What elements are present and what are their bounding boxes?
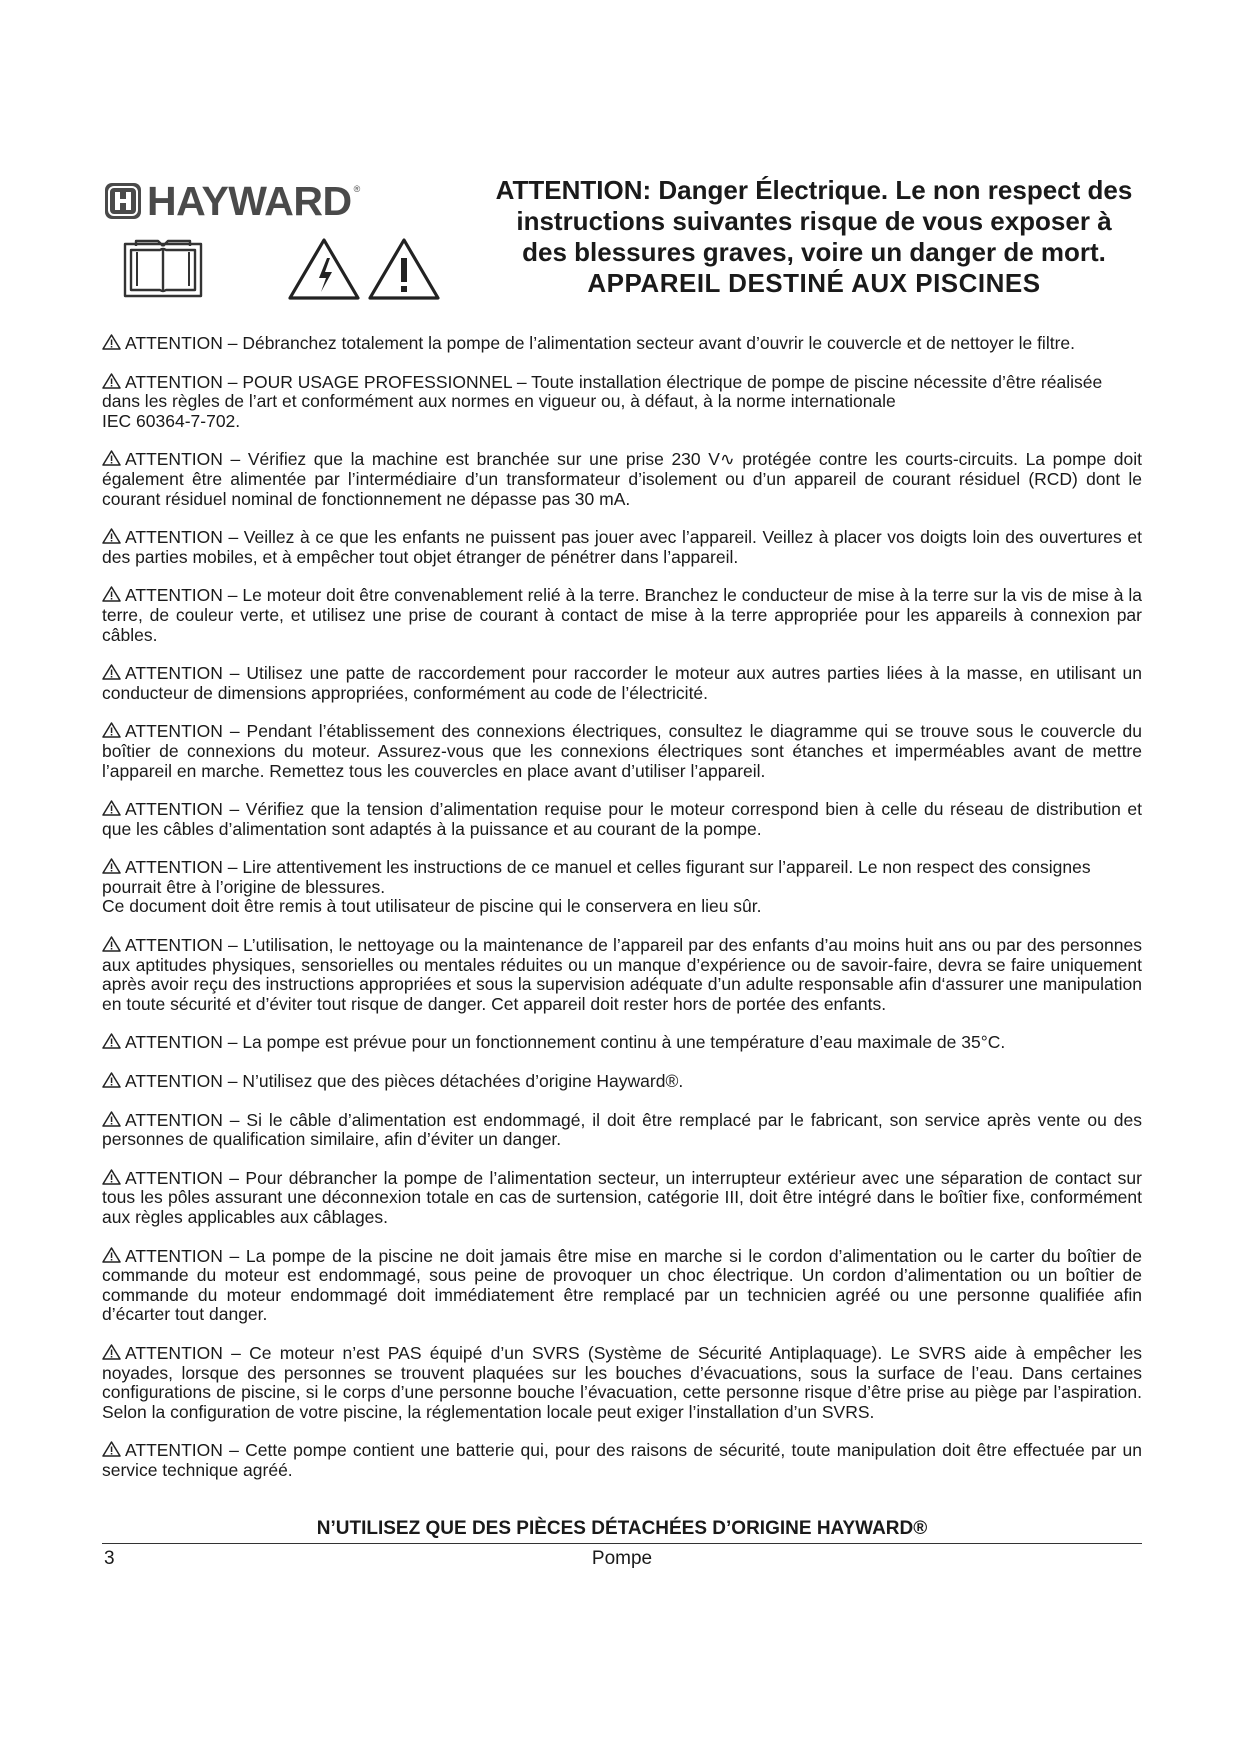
manual-book-icon <box>122 238 204 300</box>
header-line: des blessures graves, voire un danger de mort. <box>522 237 1106 267</box>
warning-text: ATTENTION – L’utilisation, le nettoyage ou la maintenance de l’appareil par des enfants d’au moins huit ans ou par des personnes aux aptitudes physiques, sensorielles ou mentales réduites ou un manque d’expérience ou de savoir-faire, devra se faire uniquement après avoir reçu des instructions appropriées et sous la supervision adéquate d’un adulte responsable afin d‘assurer une manipulation en toute sécurité et d’éviter tout risque de danger. Cet appareil doit rester hors de portée des enfants. <box>102 935 1142 1014</box>
warning-item <box>102 936 1142 1014</box>
warning-item <box>102 1072 1142 1092</box>
warning-item <box>102 1033 1142 1053</box>
warning-triangle-icon <box>102 858 121 874</box>
warning-text: ATTENTION – Le moteur doit être convenablement relié à la terre. Branchez le conducteur de mise à la terre sur la vis de mise à la terre, de couleur verte, et utilisez une prise de courant à contact de mise à la terre appropriée pour les appareils à connexion par câbles. <box>102 585 1142 645</box>
warning-item <box>102 334 1142 354</box>
page-label: Pompe <box>591 1548 653 1569</box>
warning-item <box>102 1441 1142 1480</box>
warning-item <box>102 373 1142 432</box>
header-line: instructions suivantes risque de vous exposer à <box>516 206 1112 236</box>
warning-item <box>102 664 1142 703</box>
warning-item <box>102 1111 1142 1150</box>
warning-triangle-icon <box>102 800 121 816</box>
warning-triangle-icon <box>102 1441 121 1457</box>
hayward-logo <box>104 178 364 224</box>
warning-text: ATTENTION – Pendant l’établissement des connexions électriques, consultez le diagramme qui se trouve sous le couvercle du boîtier de connexions du moteur. Assurez-vous que les connexions électriques sont étanches et imperméables avant de mettre l’appareil en marche. Remettez tous les couvercles en place avant d’utiliser l’appareil. <box>102 721 1142 781</box>
warning-item <box>102 800 1142 839</box>
warning-item <box>102 450 1142 509</box>
warning-text: ATTENTION – Vérifiez que la tension d’alimentation requise pour le moteur correspond bien à celle du réseau de distribution et que les câbles d’alimentation sont adaptés à la puissance et au courant de la pompe. <box>102 799 1142 839</box>
warning-text: ATTENTION – Pour débrancher la pompe de l’alimentation secteur, un interrupteur extérieur avec une séparation de contact sur tous les pôles assurant une déconnexion totale en cas de surtension, catégorie III, doit être intégré dans le boîtier fixe, conformément aux règles applicables aux câblages. <box>102 1167 1142 1227</box>
warning-text: ATTENTION – Lire attentivement les instructions de ce manuel et celles figurant sur l’appareil. Le non respect des consignes pourrait être à l’origine de blessures. <box>102 857 1091 897</box>
footer-note: N’UTILISEZ QUE DES PIÈCES DÉTACHÉES D’ORIGINE HAYWARD® <box>316 1518 928 1539</box>
warning-text: ATTENTION – La pompe de la piscine ne doit jamais être mise en marche si le cordon d’alimentation ou le carter du boîtier de commande du moteur est endommagé, sous peine de provoquer un choc électrique. Un cordon d’alimentation ou un boîtier de commande du moteur endommagé doit immédiatement être remplacé par un technicien agréé ou une personne qualifiée afin d’écarter tout danger. <box>102 1245 1142 1325</box>
hayward-badge-icon <box>104 182 142 220</box>
warning-triangle-icon <box>102 450 121 466</box>
header-subtitle: APPAREIL DESTINÉ AUX PISCINES <box>587 268 1041 298</box>
brand-reg-mark: ® <box>353 184 361 194</box>
warning-item <box>102 858 1142 917</box>
warning-triangle-icon <box>102 1111 121 1127</box>
warning-triangle-icon <box>102 586 121 602</box>
warning-triangle-icon <box>102 936 121 952</box>
warning-text: ATTENTION – Utilisez une patte de raccordement pour raccorder le moteur aux autres parties liées à la masse, en utilisant un conducteur de dimensions appropriées, conformément au code de l’électricité. <box>102 663 1142 703</box>
footer-divider <box>102 1543 1142 1544</box>
warning-triangle-icon <box>102 1169 121 1185</box>
warning-text: ATTENTION – Ce moteur n’est PAS équipé d’un SVRS (Système de Sécurité Antiplaquage). Le SVRS aide à empêcher les noyades, lorsque des personnes se trouvent plaquées sur les bouches d’évacuations, sous la surface de l’eau. Dans certaines configurations de piscine, si le corps d’une personne bouche l’évacuation, cette personne risque d’être prise au piège par l’aspiration. Selon la configuration de votre piscine, la réglementation locale peut exiger l’installation d’un SVRS. <box>102 1342 1142 1422</box>
warning-text: IEC 60364-7-702. <box>102 410 241 431</box>
warning-triangle-icon <box>102 1344 121 1360</box>
header-line: ATTENTION: Danger Électrique. Le non respect des <box>495 175 1133 205</box>
warning-text: ATTENTION – POUR USAGE PROFESSIONNEL – Toute installation électrique de pompe de piscine nécessite d’être réalisée dans les règles de l’art et conformément aux normes en vigueur ou, à défaut, à la norme internationale <box>102 371 1103 412</box>
warning-triangle-icon <box>102 528 121 544</box>
warnings-list <box>102 334 1142 1500</box>
warning-triangle-icon <box>102 664 121 680</box>
warning-text: ATTENTION – Vérifiez que la machine est branchée sur une prise 230 V∿ protégée contre les courts-circuits. La pompe doit également être alimentée par l’intermédiaire d’un transformateur d’isolement ou d’un appareil de courant résiduel (RCD) dont le courant résiduel nominal de fonctionnement ne dépasse pas 30 mA. <box>102 449 1142 509</box>
warning-triangle-icon <box>102 373 121 389</box>
warning-item <box>102 528 1142 567</box>
danger-header <box>476 175 1152 299</box>
warning-text: ATTENTION – Si le câble d’alimentation est endommagé, il doit être remplacé par le fabricant, son service après vente ou des personnes de qualification similaire, afin d’éviter un danger. <box>102 1109 1142 1150</box>
warning-text: Ce document doit être remis à tout utilisateur de piscine qui le conservera en lieu sûr. <box>102 896 762 917</box>
electric-hazard-icon <box>286 236 448 302</box>
warning-text: ATTENTION – Débranchez totalement la pompe de l’alimentation secteur avant d’ouvrir le couvercle et de nettoyer le filtre. <box>125 333 1075 353</box>
warning-text: ATTENTION – N’utilisez que des pièces détachées d’origine Hayward®. <box>125 1071 684 1092</box>
warning-item <box>102 722 1142 781</box>
warning-triangle-icon <box>102 1072 121 1088</box>
warning-triangle-icon <box>102 1033 121 1049</box>
warning-triangle-icon <box>102 1247 121 1263</box>
warning-text: ATTENTION – La pompe est prévue pour un fonctionnement continu à une température d’eau maximale de 35°C. <box>125 1032 1006 1053</box>
page-number: 3 <box>104 1548 115 1569</box>
warning-item <box>102 1247 1142 1325</box>
warning-item <box>102 1344 1142 1422</box>
warning-text: ATTENTION – Veillez à ce que les enfants ne puissent pas jouer avec l’appareil. Veillez à placer vos doigts loin des ouvertures et des parties mobiles, et à empêcher tout objet étranger de pénétrer dans l’appareil. <box>102 527 1142 567</box>
warning-item <box>102 586 1142 645</box>
warning-item <box>102 1169 1142 1228</box>
brand-name: HAYWARD <box>147 177 352 224</box>
warning-text: ATTENTION – Cette pompe contient une batterie qui, pour des raisons de sécurité, toute manipulation doit être effectuée par un service technique agréé. <box>102 1440 1142 1480</box>
warning-triangle-icon <box>102 722 121 738</box>
warning-triangle-icon <box>102 334 121 350</box>
